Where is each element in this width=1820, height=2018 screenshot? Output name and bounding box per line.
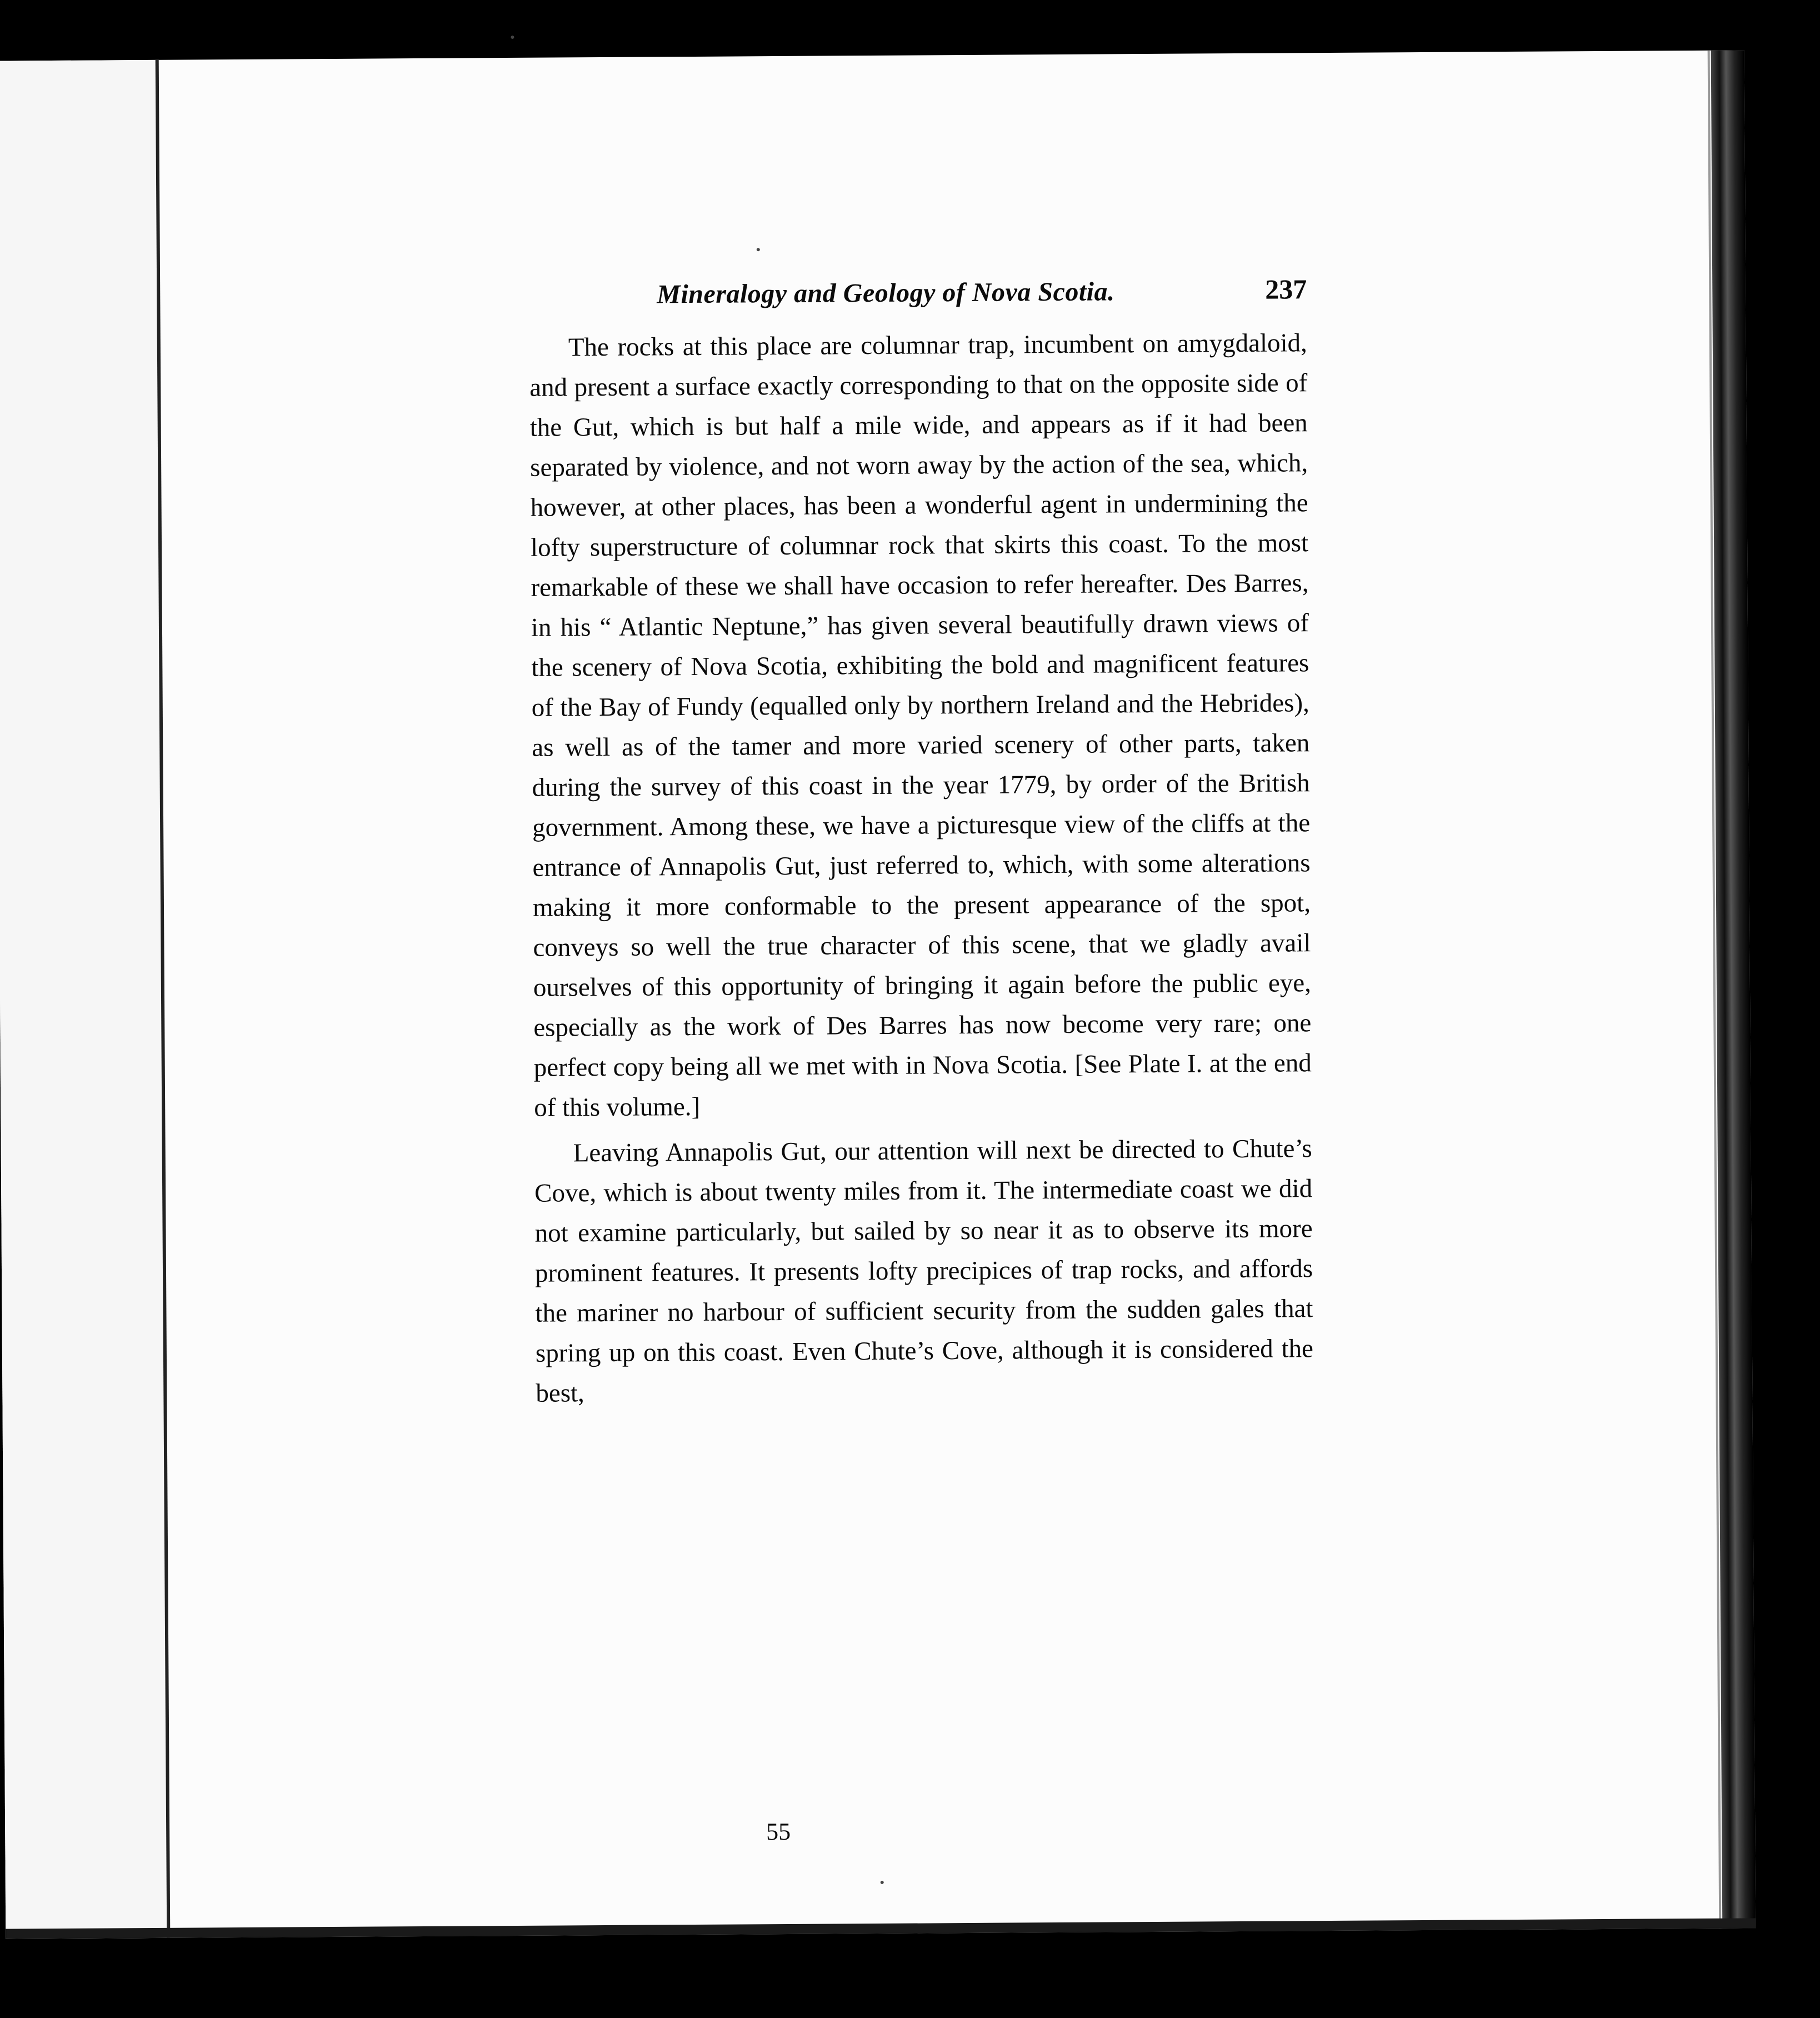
paragraph: The rocks at this place are columnar trap, incumbent on amygdaloid, and present a surface exactly corresponding to that on the opposite side of the Gut, which is but half a mile wide, and appears as if it had been separated by violence, and not worn away by the action of the sea, which, however, at other places, has been a wonderful agent in undermining the lofty superstructure of columnar rock that skirts this coast. To the most remarkable of these we shall have occasion to refer hereafter. Des Barres, in his “ Atlantic Neptune,” has given several beautifully drawn views of the scenery of Nova Scotia, exhibiting the bold and magnificent features of the Bay of Fundy (equalled only by northern Ireland and the Hebrides), as well as of the tamer and more varied scenery of other parts, taken during the survey of this coast in the year 1779, by order of the British government. Among these, we have a picturesque view of the cliffs at the entrance of Annapolis Gut, just referred to, which, with some alterations making it more conformable to the present appearance of the spot, conveys so well the true character of this scene, that we gladly avail ourselves of this opportunity of bringing it again before the public eye, especially as the work of Des Barres has now become very rare; one perfect copy being all we met with in Nova Scotia. [See Plate I. at the end of this volume.]	[529, 328, 1312, 1122]
paragraph: Leaving Annapolis Gut, our attention will next be directed to Chute’s Cove, which is about twenty miles from it. The intermediate coast we did not examine particularly, but sailed by so near it as to observe its more prominent features. It presents lofty precipices of trap rocks, and affords the mariner no harbour of sufficient security from the sudden gales that spring up on this coast. Even Chute’s Cove, although it is considered the best,	[534, 1134, 1314, 1408]
running-head	[529, 275, 1307, 324]
page-number: 237	[1265, 273, 1307, 305]
speck	[881, 1881, 884, 1884]
bottom-edge-shadow	[6, 1918, 1756, 1939]
facing-page-edge	[0, 60, 170, 1939]
speck	[757, 248, 760, 251]
speck	[511, 36, 514, 39]
text-block	[529, 273, 1314, 1846]
scanned-page	[0, 50, 1756, 1939]
signature-mark: 55	[766, 1817, 791, 1846]
running-title: Mineralogy and Geology of Nova Scotia.	[657, 277, 1115, 309]
